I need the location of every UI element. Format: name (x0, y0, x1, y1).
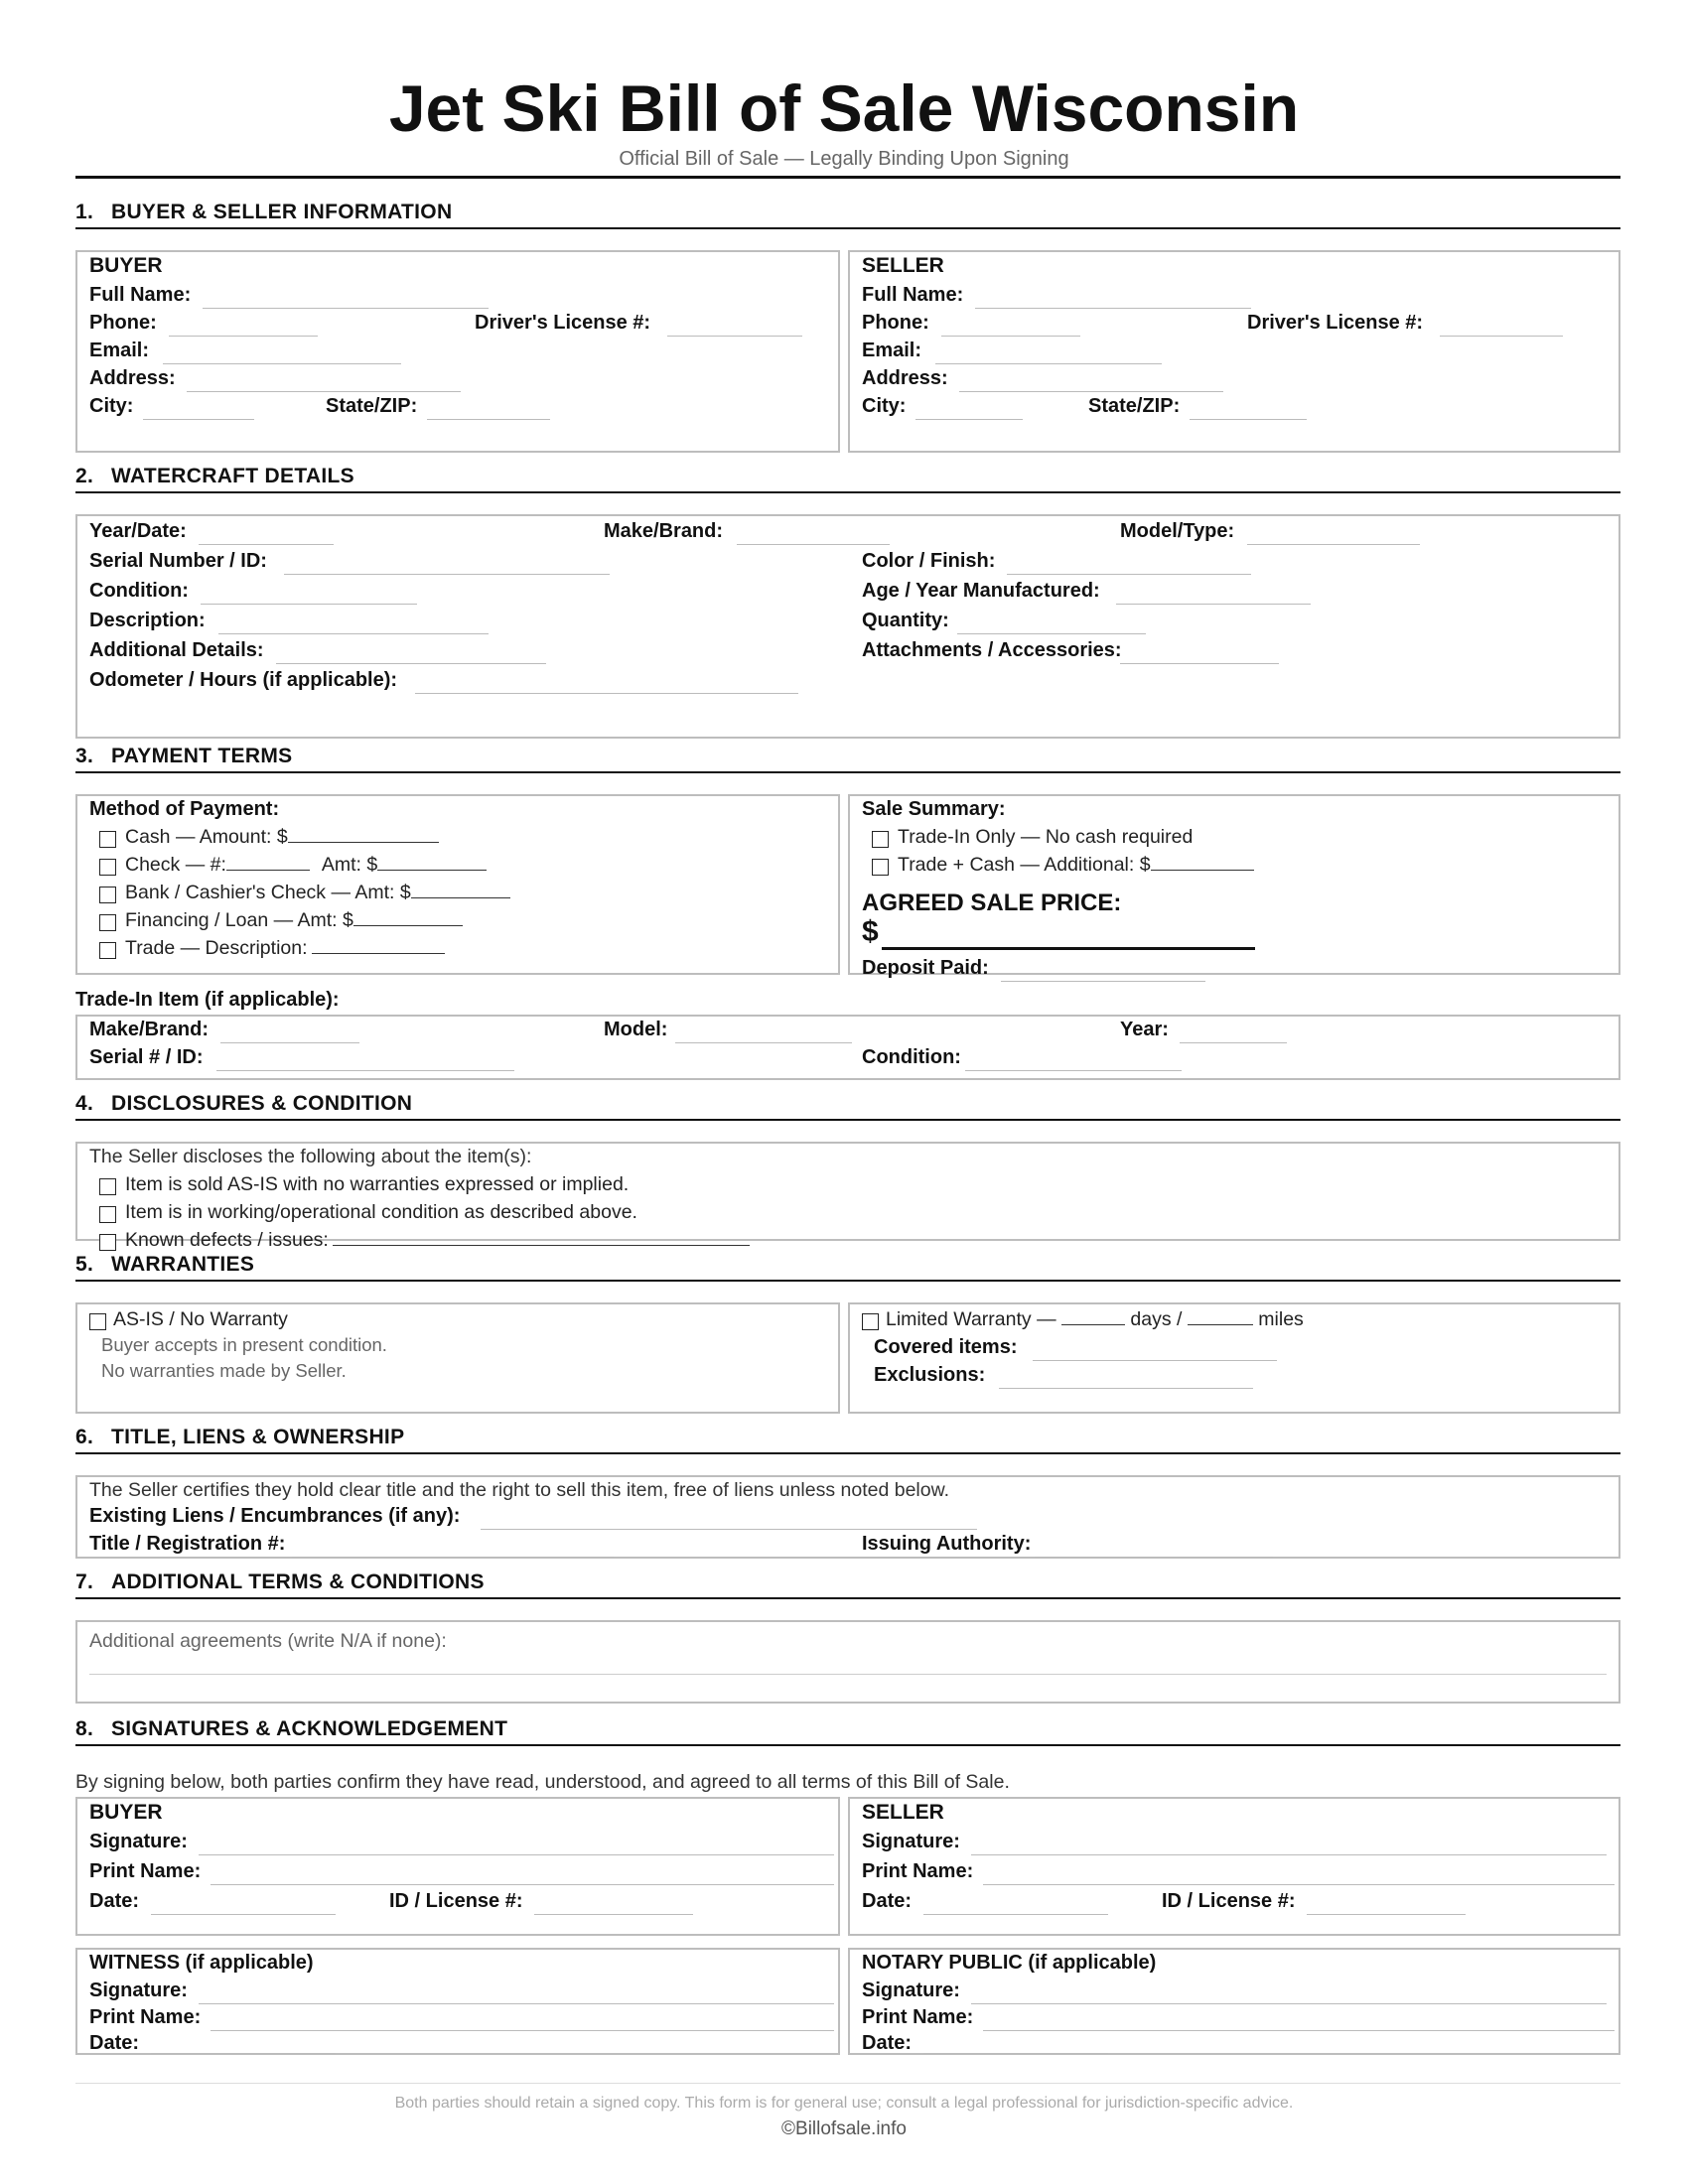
notary-signature-label: Signature: (862, 1979, 960, 2001)
seller-signature-heading: SELLER (862, 1801, 944, 1824)
buyer-city-label: City: (89, 395, 134, 417)
as-is-disclosure-option: Item is sold AS-IS with no warranties expressed or implied. (125, 1173, 630, 1195)
section-7-heading: 7. ADDITIONAL TERMS & CONDITIONS (75, 1570, 485, 1593)
trade-in-only-checkbox[interactable] (872, 831, 889, 848)
seller-signature-label: Signature: (862, 1831, 960, 1852)
title-liens-box (75, 1475, 1620, 1559)
document-subtitle: Official Bill of Sale — Legally Binding Upon Signing (619, 148, 1069, 170)
buyer-date-field[interactable] (151, 1914, 336, 1915)
attachments-label: Attachments / Accessories: (862, 639, 1122, 661)
section-2-heading: 2. WATERCRAFT DETAILS (75, 465, 354, 487)
seller-full-name-label: Full Name: (862, 284, 964, 306)
buyer-signature-label: Signature: (89, 1831, 188, 1852)
section-7-rule (75, 1597, 1620, 1599)
buyer-full-name-label: Full Name: (89, 284, 192, 306)
payment-method-box (75, 794, 840, 975)
witness-heading: WITNESS (if applicable) (89, 1952, 314, 1974)
buyer-id-license-field[interactable] (534, 1914, 693, 1915)
signatures-intro: By signing below, both parties confirm they have read, understood, and agreed to all terms of this Bill of Sale. (75, 1771, 1010, 1793)
trade-in-year-field[interactable] (1180, 1042, 1287, 1043)
buyer-dl-field[interactable] (667, 336, 802, 337)
as-is-warranty-checkbox[interactable] (89, 1313, 106, 1330)
trade-checkbox[interactable] (99, 942, 116, 959)
trade-cash-checkbox[interactable] (872, 859, 889, 876)
age-year-label: Age / Year Manufactured: (862, 580, 1100, 602)
limited-warranty-checkbox[interactable] (862, 1313, 879, 1330)
as-is-warranty-option: AS-IS / No Warranty (113, 1308, 288, 1330)
section-8-rule (75, 1744, 1620, 1746)
seller-city-label: City: (862, 395, 907, 417)
disclosures-intro: The Seller discloses the following about the item(s): (89, 1146, 532, 1167)
section-8-heading: 8. SIGNATURES & ACKNOWLEDGEMENT (75, 1717, 508, 1740)
seller-id-license-field[interactable] (1307, 1914, 1466, 1915)
seller-full-name-field[interactable] (975, 308, 1251, 309)
notary-signature-field[interactable] (971, 2003, 1607, 2004)
covered-items-field[interactable] (1033, 1360, 1277, 1361)
trade-in-only-option: Trade-In Only — No cash required (898, 826, 1194, 848)
buyer-email-field[interactable] (163, 363, 401, 364)
buyer-info-box (75, 250, 840, 453)
witness-print-name-label: Print Name: (89, 2006, 202, 2028)
trade-in-condition-field[interactable] (965, 1070, 1182, 1071)
as-is-warranty-box (75, 1302, 840, 1414)
working-condition-option: Item is in working/operational condition as described above. (125, 1201, 637, 1223)
limited-warranty-option: Limited Warranty — days / miles (886, 1308, 1304, 1330)
watercraft-details-box (75, 514, 1620, 739)
serial-number-label: Serial Number / ID: (89, 550, 267, 572)
seller-email-field[interactable] (935, 363, 1162, 364)
bank-check-option: Bank / Cashier's Check — Amt: $ (125, 882, 510, 904)
buyer-heading: BUYER (89, 254, 163, 277)
witness-date-field[interactable] (151, 2053, 336, 2054)
agreed-sale-price-label: AGREED SALE PRICE: (862, 889, 1122, 916)
trade-in-condition-label: Condition: (862, 1046, 961, 1068)
condition-field[interactable] (201, 604, 417, 605)
make-brand-label: Make/Brand: (604, 520, 724, 542)
quantity-label: Quantity: (862, 610, 949, 631)
year-date-field[interactable] (199, 544, 334, 545)
section-4-rule (75, 1119, 1620, 1121)
trade-cash-option: Trade + Cash — Additional: $ (898, 854, 1254, 877)
title-rule (75, 176, 1620, 179)
footer-brand: ©Billofsale.info (781, 2118, 907, 2139)
as-is-note-2: No warranties made by Seller. (101, 1360, 347, 1381)
seller-print-name-field[interactable] (983, 1884, 1615, 1885)
section-3-heading: 3. PAYMENT TERMS (75, 745, 293, 767)
additional-agreements-field[interactable] (89, 1674, 1607, 1675)
section-4-heading: 4. DISCLOSURES & CONDITION (75, 1092, 413, 1115)
buyer-state-zip-field[interactable] (427, 419, 550, 420)
buyer-phone-label: Phone: (89, 312, 157, 334)
exclusions-label: Exclusions: (874, 1364, 986, 1386)
notary-heading: NOTARY PUBLIC (if applicable) (862, 1952, 1157, 1974)
buyer-signature-field[interactable] (199, 1854, 834, 1855)
financing-checkbox[interactable] (99, 914, 116, 931)
exclusions-field[interactable] (999, 1388, 1253, 1389)
model-type-field[interactable] (1247, 544, 1420, 545)
check-checkbox[interactable] (99, 859, 116, 876)
trade-in-box (75, 1015, 1620, 1080)
trade-in-model-label: Model: (604, 1019, 668, 1040)
seller-state-zip-field[interactable] (1190, 419, 1307, 420)
notary-date-field[interactable] (923, 2053, 1108, 2054)
limited-warranty-box (848, 1302, 1620, 1414)
seller-signature-field[interactable] (971, 1854, 1607, 1855)
title-registration-field[interactable] (292, 1557, 614, 1558)
existing-liens-field[interactable] (481, 1529, 977, 1530)
as-is-disclosure-checkbox[interactable] (99, 1178, 116, 1195)
trade-option: Trade — Description: (125, 937, 445, 960)
witness-signature-label: Signature: (89, 1979, 188, 2001)
trade-in-year-label: Year: (1120, 1019, 1169, 1040)
sale-summary-label: Sale Summary: (862, 798, 1006, 820)
additional-details-field[interactable] (276, 663, 546, 664)
buyer-phone-field[interactable] (169, 336, 318, 337)
seller-date-label: Date: (862, 1890, 913, 1912)
footer-rule (75, 2083, 1620, 2084)
notary-print-name-label: Print Name: (862, 2006, 974, 2028)
seller-signature-box (848, 1797, 1620, 1936)
seller-address-label: Address: (862, 367, 948, 389)
section-5-heading: 5. WARRANTIES (75, 1253, 255, 1276)
footer-note: Both parties should retain a signed copy. This form is for general use; consult a legal professional for jurisdiction-specific advice. (394, 2095, 1294, 2112)
condition-label: Condition: (89, 580, 189, 602)
odometer-label: Odometer / Hours (if applicable): (89, 669, 398, 691)
additional-details-label: Additional Details: (89, 639, 264, 661)
description-label: Description: (89, 610, 206, 631)
additional-agreements-label: Additional agreements (write N/A if none): (89, 1630, 447, 1652)
section-6-rule (75, 1452, 1620, 1454)
sale-summary-box (848, 794, 1620, 979)
seller-state-zip-label: State/ZIP: (1088, 395, 1181, 417)
section-6-heading: 6. TITLE, LIENS & OWNERSHIP (75, 1426, 405, 1448)
disclosures-box (75, 1142, 1620, 1251)
buyer-city-field[interactable] (143, 419, 254, 420)
as-is-note-1: Buyer accepts in present condition. (101, 1334, 387, 1355)
section-3-rule (75, 771, 1620, 773)
issuing-authority-field[interactable] (1035, 1557, 1273, 1558)
buyer-signature-box (75, 1797, 840, 1936)
cash-checkbox[interactable] (99, 831, 116, 848)
buyer-dl-label: Driver's License #: (475, 312, 651, 334)
section-1-rule (75, 227, 1620, 229)
deposit-paid-label: Deposit Paid: (862, 957, 989, 979)
section-1-heading: 1. BUYER & SELLER INFORMATION (75, 201, 453, 223)
buyer-full-name-field[interactable] (203, 308, 489, 309)
known-defects-option: Known defects / issues: (125, 1229, 750, 1252)
trade-in-make-label: Make/Brand: (89, 1019, 210, 1040)
seller-phone-field[interactable] (941, 336, 1080, 337)
covered-items-label: Covered items: (874, 1336, 1018, 1358)
title-certify-text: The Seller certifies they hold clear title and the right to sell this item, free of liens unless noted below. (89, 1479, 950, 1501)
color-finish-field[interactable] (1007, 574, 1251, 575)
deposit-paid-field[interactable] (1001, 981, 1205, 982)
method-of-payment-label: Method of Payment: (89, 798, 280, 820)
trade-in-model-field[interactable] (675, 1042, 852, 1043)
attachments-field[interactable] (1120, 663, 1279, 664)
seller-heading: SELLER (862, 254, 944, 277)
serial-number-field[interactable] (284, 574, 610, 575)
buyer-date-label: Date: (89, 1890, 140, 1912)
check-option: Check — #: Amt: $ (125, 854, 487, 877)
buyer-id-license-label: ID / License #: (389, 1890, 523, 1912)
notary-box (848, 1948, 1620, 2055)
age-year-field[interactable] (1116, 604, 1311, 605)
year-date-label: Year/Date: (89, 520, 187, 542)
sale-price-dollar: $ (862, 915, 879, 948)
buyer-print-name-label: Print Name: (89, 1860, 202, 1882)
buyer-state-zip-label: State/ZIP: (326, 395, 418, 417)
seller-print-name-label: Print Name: (862, 1860, 974, 1882)
seller-address-field[interactable] (959, 391, 1223, 392)
buyer-email-label: Email: (89, 340, 150, 361)
issuing-authority-label: Issuing Authority: (862, 1533, 1032, 1555)
seller-dl-field[interactable] (1440, 336, 1563, 337)
trade-in-heading: Trade-In Item (if applicable): (75, 989, 340, 1011)
seller-email-label: Email: (862, 340, 922, 361)
trade-in-serial-label: Serial # / ID: (89, 1046, 204, 1068)
witness-signature-field[interactable] (199, 2003, 834, 2004)
trade-in-serial-field[interactable] (216, 1070, 514, 1071)
trade-in-make-field[interactable] (220, 1042, 359, 1043)
known-defects-checkbox[interactable] (99, 1234, 116, 1251)
buyer-address-field[interactable] (187, 391, 461, 392)
seller-phone-label: Phone: (862, 312, 929, 334)
notary-print-name-field[interactable] (983, 2030, 1615, 2031)
section-2-rule (75, 491, 1620, 493)
document-title: Jet Ski Bill of Sale Wisconsin (388, 71, 1300, 145)
existing-liens-label: Existing Liens / Encumbrances (if any): (89, 1505, 461, 1527)
witness-date-label: Date: (89, 2032, 140, 2054)
seller-city-field[interactable] (915, 419, 1023, 420)
make-brand-field[interactable] (737, 544, 890, 545)
buyer-address-label: Address: (89, 367, 176, 389)
notary-date-label: Date: (862, 2032, 913, 2054)
quantity-field[interactable] (957, 633, 1146, 634)
financing-option: Financing / Loan — Amt: $ (125, 909, 463, 932)
seller-dl-label: Driver's License #: (1247, 312, 1424, 334)
seller-id-license-label: ID / License #: (1162, 1890, 1296, 1912)
witness-box (75, 1948, 840, 2055)
sale-price-field[interactable] (882, 947, 1255, 950)
cash-option: Cash — Amount: $ (125, 826, 439, 849)
buyer-print-name-field[interactable] (211, 1884, 834, 1885)
section-5-rule (75, 1280, 1620, 1282)
witness-print-name-field[interactable] (211, 2030, 834, 2031)
seller-date-field[interactable] (923, 1914, 1108, 1915)
model-type-label: Model/Type: (1120, 520, 1235, 542)
buyer-signature-heading: BUYER (89, 1801, 163, 1824)
bank-check-checkbox[interactable] (99, 887, 116, 903)
title-registration-label: Title / Registration #: (89, 1533, 286, 1555)
working-condition-checkbox[interactable] (99, 1206, 116, 1223)
additional-terms-box (75, 1620, 1620, 1704)
seller-info-box (848, 250, 1620, 453)
description-field[interactable] (218, 633, 489, 634)
color-finish-label: Color / Finish: (862, 550, 996, 572)
odometer-field[interactable] (415, 693, 798, 694)
